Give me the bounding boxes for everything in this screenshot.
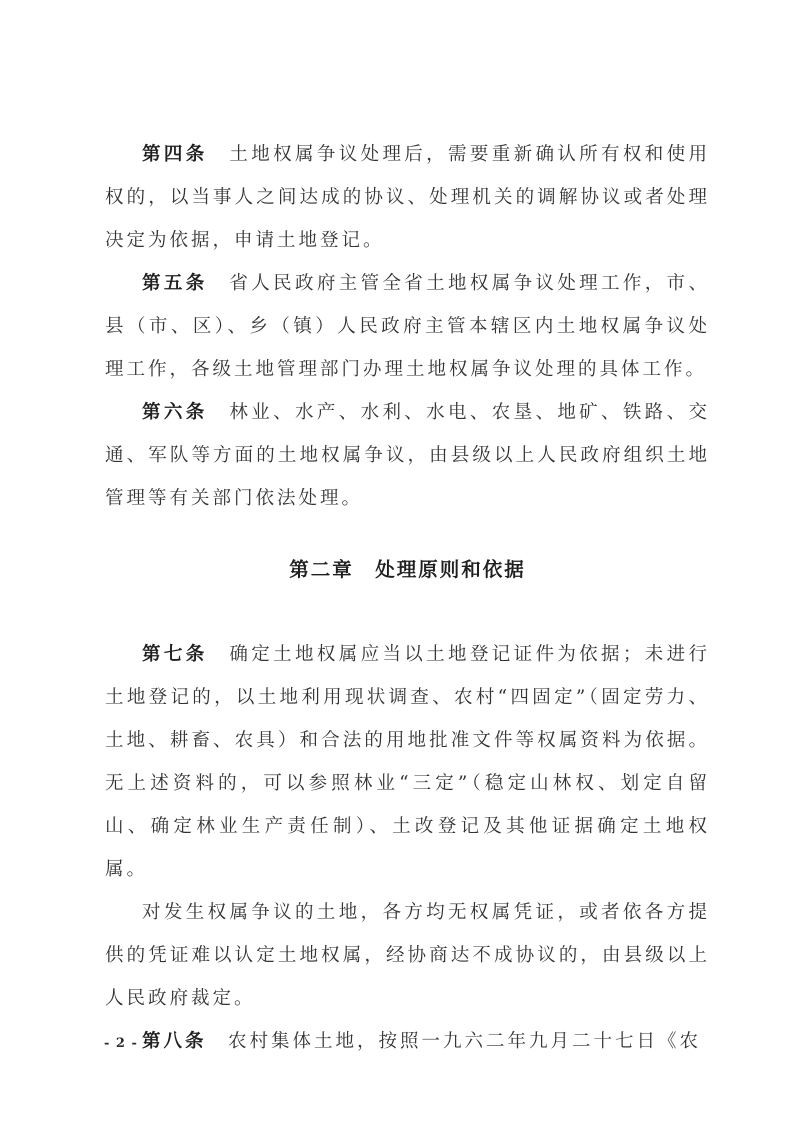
paragraph-article-5	[105, 262, 710, 391]
document-content	[105, 133, 710, 1063]
paragraph-article-8	[105, 1020, 710, 1063]
article-5-number: 第五条	[142, 273, 208, 294]
paragraph-article-7	[105, 633, 710, 891]
article-7-number: 第七条	[142, 644, 208, 665]
article-4-number: 第四条	[142, 144, 208, 165]
article-6-text: 林业、水产、水利、水电、农垦、地矿、铁路、交通、军队等方面的土地权属争议，由县级以上人民政府组织土地管理等有关部门依法处理。	[105, 402, 710, 509]
page-number: - 2 -	[104, 1036, 138, 1051]
paragraph-article-7-continued	[105, 891, 710, 1020]
article-8-number: 第八条	[142, 1031, 207, 1052]
paragraph-article-4	[105, 133, 710, 262]
article-5-text: 省人民政府主管全省土地权属争议处理工作，市、县（市、区）、乡（镇）人民政府主管本辖区内土地权属争议处理工作，各级土地管理部门办理土地权属争议处理的具体工作。	[105, 273, 710, 380]
paragraph-article-6	[105, 391, 710, 520]
article-7-text: 确定土地权属应当以土地登记证件为依据；未进行土地登记的，以土地利用现状调查、农村“四固定”（固定劳力、土地、耕畜、农具）和合法的用地批准文件等权属资料为依据。无上述资料的，可以参照林业“三定”（稳定山林权、划定自留山、确定林业生产责任制）、土改登记及其他证据确定土地权属。	[105, 644, 710, 880]
chapter-heading: 第二章 处理原则和依据	[289, 558, 526, 581]
article-8-text: 农村集体土地，按照一九六二年九月二十七日《农	[206, 1031, 702, 1052]
article-6-number: 第六条	[142, 402, 208, 423]
article-4-text: 土地权属争议处理后，需要重新确认所有权和使用权的，以当事人之间达成的协议、处理机关的调解协议或者处理决定为依据，申请土地登记。	[105, 144, 710, 251]
article-7-continued-text: 对发生权属争议的土地，各方均无权属凭证，或者依各方提供的凭证难以认定土地权属，经协商达不成协议的，由县级以上人民政府裁定。	[105, 902, 710, 1009]
